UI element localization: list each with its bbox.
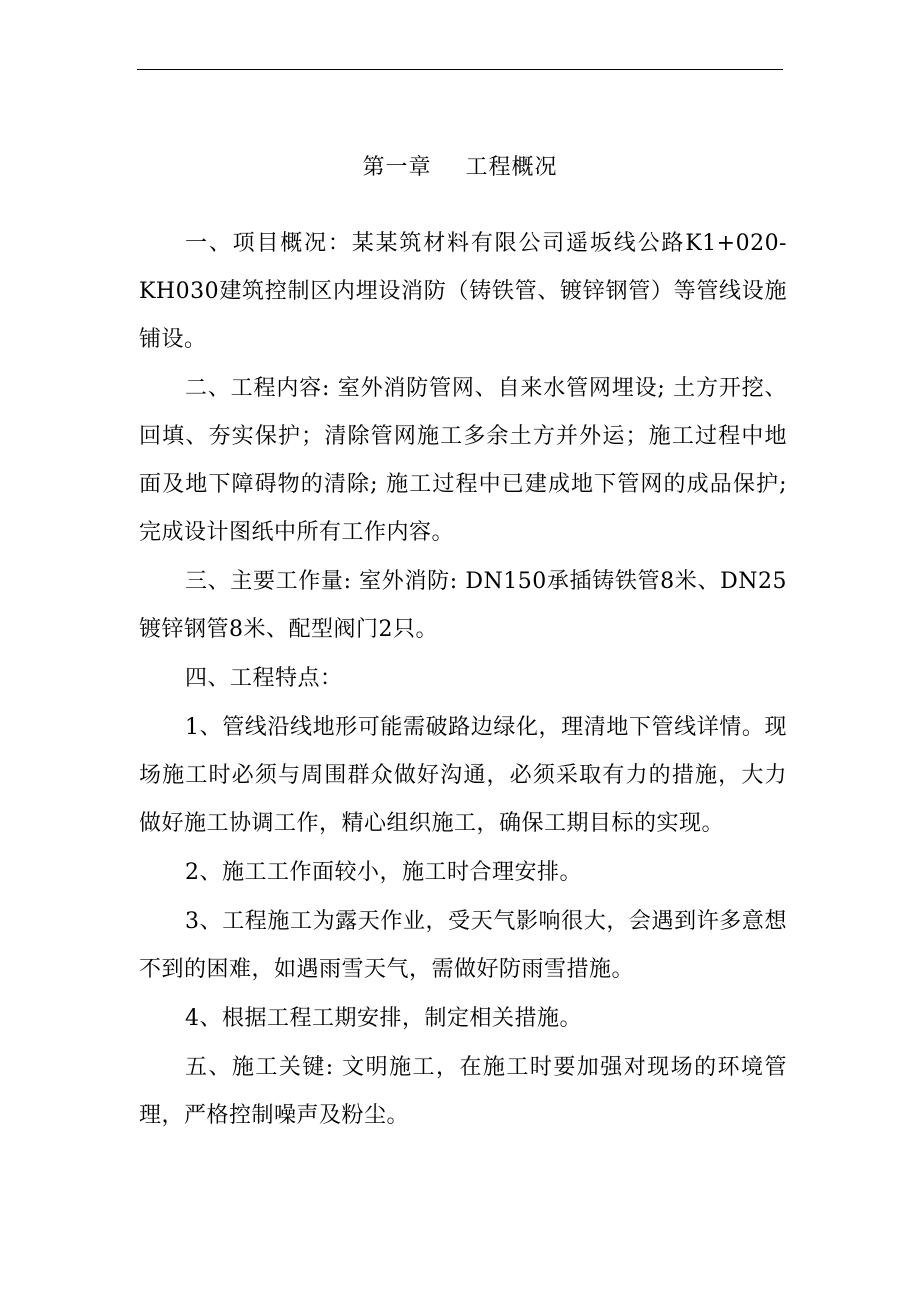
- chapter-heading: [0, 150, 920, 181]
- chapter-title: 工程概况: [465, 155, 558, 180]
- paragraph-feature-4: 4、根据工程工期安排，制定相关措施。: [185, 1006, 582, 1031]
- header-rule: [137, 69, 783, 70]
- paragraph-features-heading: 四、工程特点：: [185, 666, 343, 691]
- paragraph-construction-key: 五、施工关键: 文明施工，在施工时要加强对现场的环境管理，严格控制噪声及粉尘。: [139, 1055, 787, 1128]
- paragraph-feature-2: 2、施工工作面较小，施工时合理安排。: [185, 860, 582, 885]
- paragraph-work-content: 二、工程内容: 室外消防管网、自来水管网埋设; 土方开挖、回填、夯实保护；清除管网施工多余土方并外运；施工过程中地面及地下障碍物的清除; 施工过程中已建成地下管网的成品保护; 完成设计图纸中所有工作内容。: [139, 376, 787, 545]
- chapter-number: 第一章: [362, 155, 432, 180]
- paragraph-feature-3: 3、工程施工为露天作业，受天气影响很大，会遇到许多意想不到的困难，如遇雨雪天气，需做好防雨雪措施。: [139, 909, 787, 982]
- document-body: [139, 220, 787, 1141]
- paragraph-project-overview: 一、项目概况：某某筑材料有限公司遥坂线公路K1+020-KH030建筑控制区内埋设消防（铸铁管、镀锌钢管）等管线设施铺设。: [139, 231, 787, 352]
- paragraph-feature-1: 1、管线沿线地形可能需破路边绿化，理清地下管线详情。现场施工时必须与周围群众做好沟通，必须采取有力的措施，大力做好施工协调工作，精心组织施工，确保工期目标的实现。: [139, 715, 787, 836]
- paragraph-workload: 三、主要工作量: 室外消防: DN150承插铸铁管8米、DN25镀锌钢管8米、配型阀门2只。: [139, 569, 787, 642]
